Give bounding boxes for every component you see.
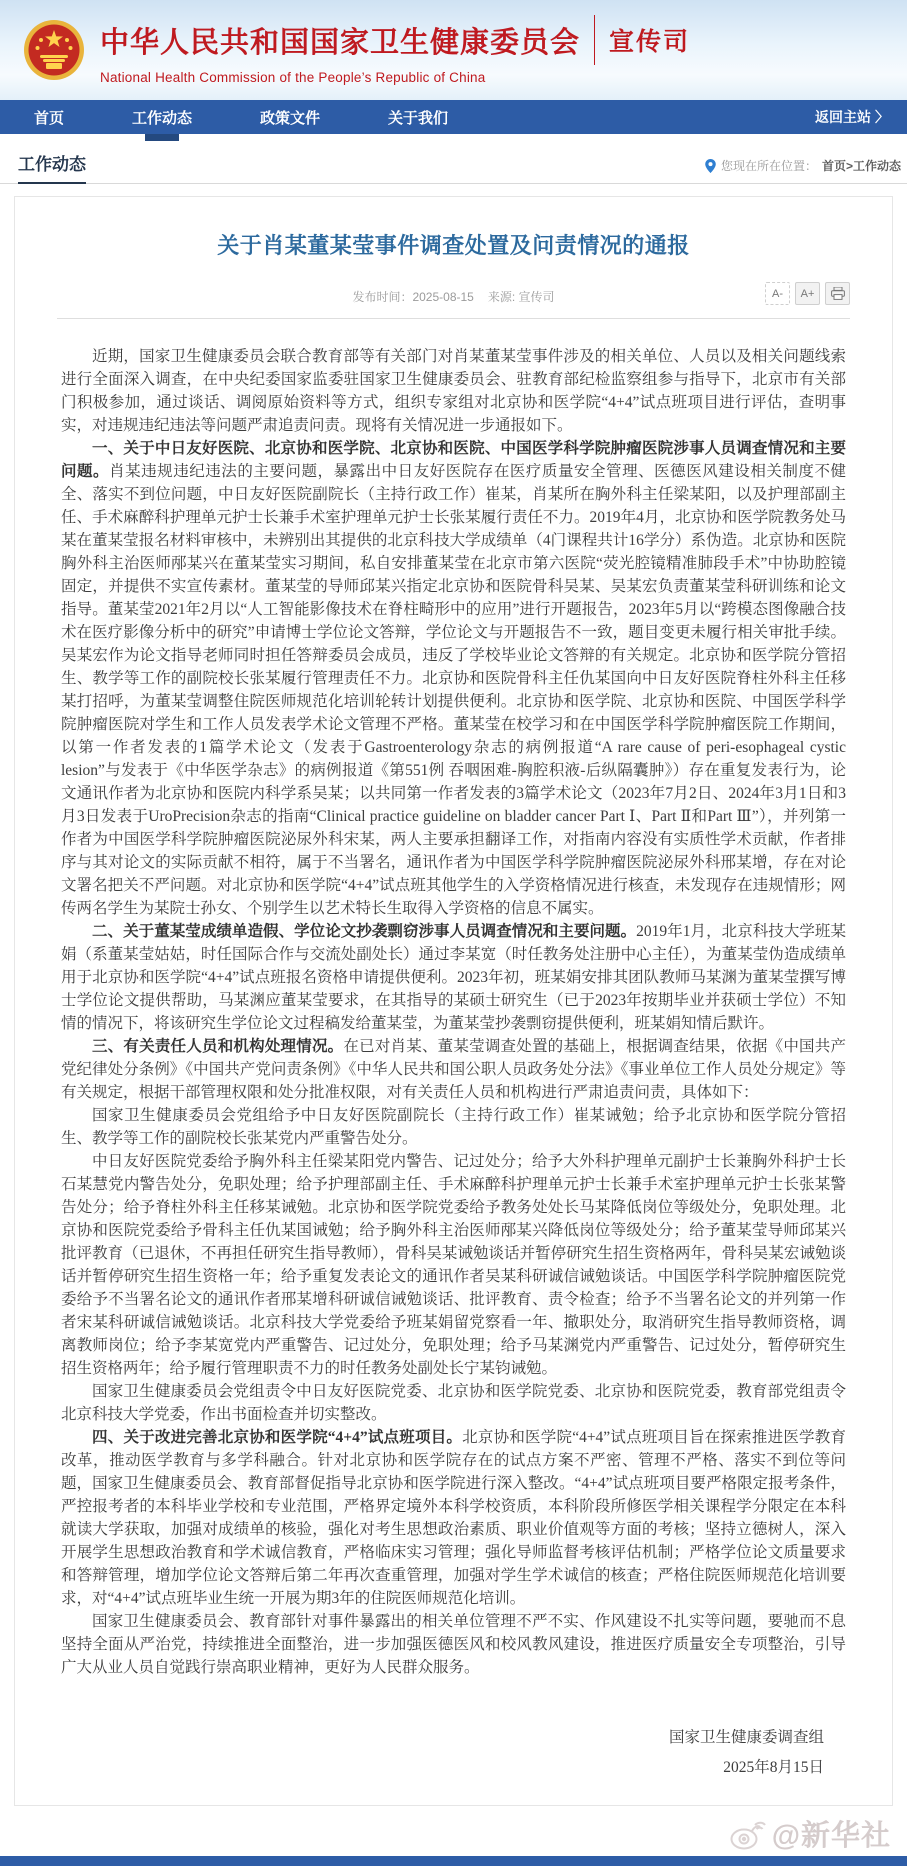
article-meta-row bbox=[57, 282, 850, 308]
footer-strip bbox=[0, 1856, 907, 1866]
nav-item-home[interactable] bbox=[0, 100, 98, 134]
paragraph: 三、有关责任人员和机构处理情况。在已对肖某、董某莹调查处置的基础上，根据调查结果，依据《中国共产党纪律处分条例》《中国共产党问责条例》《中华人民共和国公职人员政务处分法》《事业单位工作人员处分规定》等有关规定，根据干部管理权限和处分批准权限，对有关责任人员和机构进行严肃追责问责，具体如下： bbox=[61, 1038, 846, 1101]
weibo-icon bbox=[730, 1818, 766, 1850]
font-decrease-button[interactable]: A- bbox=[765, 282, 790, 305]
paragraph: 二、关于董某莹成绩单造假、学位论文抄袭剽窃涉事人员调查情况和主要问题。2019年1月，北京科技大学班某娟（系董某莹姑姑，时任国际合作与交流处副处长）通过李某宽（时任教务处注册中心主任），为董某莹伪造成绩单用于北京协和医学院“4+4”试点班报名资格申请提供便利。2023年初，班某娟安排其团队教师马某渊为董某莹撰写博士学位论文提供帮助，马某渊应董某莹要求，在其指导的某硕士研究生（已于2023年按期毕业并获硕士学位）不知情的情况下，将该研究生学位论文过程稿发给董某莹，为董某莹抄袭剽窃提供便利，班某娟知情后默许。 bbox=[61, 923, 846, 1032]
publish-time-label: 发布时间： bbox=[352, 290, 413, 304]
signature-block bbox=[57, 1723, 850, 1783]
paragraph: 国家卫生健康委员会党组责令中日友好医院党委、北京协和医学院党委、北京协和医院党委，教育部党组责令北京科技大学党委，作出书面检查并切实整改。 bbox=[61, 1383, 846, 1423]
font-increase-button[interactable]: A+ bbox=[795, 282, 820, 305]
nav-item-about[interactable] bbox=[354, 100, 482, 134]
source-label: 来源: bbox=[487, 290, 516, 304]
title-divider bbox=[594, 15, 595, 65]
signature-date: 2025年8月15日 bbox=[723, 1759, 824, 1776]
nav-item-work-news[interactable] bbox=[98, 100, 226, 134]
printer-icon bbox=[831, 287, 845, 300]
meta-divider bbox=[57, 318, 850, 319]
section-title: 工作动态 bbox=[18, 150, 86, 184]
article-tools bbox=[765, 282, 850, 305]
article-title: 关于肖某董某莹事件调查处置及问责情况的通报 bbox=[217, 233, 690, 258]
print-button[interactable] bbox=[825, 282, 850, 305]
paragraph: 四、关于改进完善北京协和医学院“4+4”试点班项目。北京协和医学院“4+4”试点班项目旨在探索推进医学教育改革，推动医学教育与多学科融合。针对北京协和医学院存在的试点方案不严密、管理不严格、落实不到位等问题，国家卫生健康委员会、教育部督促指导北京协和医学院进行深入整改。“4+4”试点班项目要严格限定报考条件，严控报考者的本科毕业学校和专业范围，严格界定境外本科学校资质，本科阶段所修医学相关课程学分限定在本科就读大学获取，加强对成绩单的核验，强化对考生思想政治素质、职业价值观等方面的考核；坚持立德树人，深入开展学生思想政治教育和学术诚信教育，严格临床实习管理；强化导师监督考核评估机制；严格学位论文质量要求和答辩管理，增加学位论文答辩后第二年再次查重管理，加强对学生学术诚信的核查；严格住院医师规范化培训要求，对“4+4”试点班毕业生统一开展为期3年的住院医师规范化培训。 bbox=[61, 1429, 846, 1607]
article-meta bbox=[57, 282, 850, 305]
nav-bar bbox=[0, 100, 907, 134]
breadcrumb-prefix: 您现在所在位置： bbox=[720, 159, 817, 173]
article-card bbox=[14, 196, 893, 1806]
return-to-main-site-link[interactable] bbox=[815, 107, 907, 127]
org-name-en: National Health Commission of the People’s Republic of China bbox=[100, 70, 486, 85]
active-tab-marker bbox=[145, 134, 179, 141]
nav-items bbox=[0, 100, 482, 134]
dept-name: 宣传司 bbox=[609, 28, 691, 56]
paragraph: 近期，国家卫生健康委员会联合教育部等有关部门对肖某董某莹事件涉及的相关单位、人员以及相关问题线索进行全面深入调查，在中央纪委国家监委驻国家卫生健康委员会、驻教育部纪检监察组参与指导下，北京市有关部门积极参加，通过谈话、调阅原始资料等方式，组织专家组对北京协和医学院“4+4”试点班项目进行评估，查明事实，对违规违纪违法等问题严肃追责问责。现将有关情况进一步通报如下。 bbox=[61, 348, 846, 434]
nav-item-policy-docs-label: 政策文件 bbox=[260, 109, 321, 127]
paragraph: 一、关于中日友好医院、北京协和医学院、北京协和医院、中国医学科学院肿瘤医院涉事人员调查情况和主要问题。肖某违规违纪违法的主要问题，暴露出中日友好医院存在医疗质量安全管理、医德医风建设相关制度不健全、落实不到位问题，中日友好医院副院长（主持行政工作）崔某，肖某所在胸外科主任梁某阳，以及护理部副主任、手术麻醉科护理单元护士长兼手术室护理单元护士长张某履行责任不力。2019年4月，北京协和医学院教务处马某在董某莹报名材料审核中，未辨别出其提供的北京科技大学成绩单（4门课程共计16学分）系伪造。北京协和医院胸外科主治医师邴某兴在董某莹实习期间，私自安排董某莹在北京市第六医院“荧光腔镜精准肺段手术”中协助腔镜固定，并提供不实宣传素材。董某莹的导师邱某兴指定北京协和医院骨科吴某、吴某宏负责董某莹科研训练和论文指导。董某莹2021年2月以“人工智能影像技术在脊柱畸形中的应用”进行开题报告，2023年5月以“跨模态图像融合技术在医疗影像分析中的研究”申请博士学位论文答辩，学位论文与开题报告不一致，题目变更未履行相关审批手续。吴某宏作为论文指导老师同时担任答辩委员会成员，违反了学校毕业论文答辩的有关规定。北京协和医学院分管招生、教学等工作的副院校长张某履行管理责任不力。北京协和医院骨科主任仇某国向中日友好医院脊柱外科主任移某打招呼，为董某莹调整住院医师规范化培训轮转计划提供便利。北京协和医学院、北京协和医院、中国医学科学院肿瘤医院对学生和工作人员发表学术论文管理不严格。董某莹在校学习和在中国医学科学院肿瘤医院工作期间，以第一作者发表的1篇学术论文（发表于Gastroenterology杂志的病例报道“A rare cause of peri-esophageal cystic lesion”与发表于《中华医学杂志》的病例报道《第551例 吞咽困难-胸腔积液-后纵隔囊肿》）存在重复发表行为，论文通讯作者为北京协和医院内科学系吴某；以共同第一作者发表的3篇学术论文（2023年7月2日、2024年3月1日和3月3日发表于UroPrecision杂志的指南“Clinical practice guideline on bladder cancer Part Ⅰ、Part Ⅱ和Part Ⅲ”），并列第一作者为中国医学科学院肿瘤医院泌尿外科宋某，两人主要承担翻译工作，对指南内容没有实质性学术贡献，作者排序与其对论文的实际贡献不相符，属于不当署名，通讯作者为中国医学科学院肿瘤医院泌尿外科邢某增，存在对论文署名把关不严问题。对北京协和医学院“4+4”试点班其他学生的入学资格情况进行核查，未发现存在违规情形；网传两名学生为某院士孙女、个别学生以艺术特长生取得入学资格的信息不属实。 bbox=[61, 440, 846, 917]
site-header bbox=[0, 0, 907, 100]
article-body bbox=[57, 345, 850, 1679]
breadcrumb bbox=[705, 157, 901, 183]
chevron-right-icon: 〉 bbox=[875, 109, 889, 125]
nav-item-work-news-label: 工作动态 bbox=[132, 109, 193, 127]
source-value: 宣传司 bbox=[518, 290, 555, 304]
nav-item-policy-docs[interactable] bbox=[226, 100, 354, 134]
org-name-cn: 中华人民共和国国家卫生健康委员会 bbox=[100, 26, 581, 59]
location-pin-icon bbox=[705, 159, 716, 173]
breadcrumb-row bbox=[0, 150, 907, 184]
paragraph: 国家卫生健康委员会党组给予中日友好医院副院长（主持行政工作）崔某诫勉；给予北京协和医学院分管招生、教学等工作的副院校长张某党内严重警告处分。 bbox=[61, 1107, 846, 1147]
nav-item-about-label: 关于我们 bbox=[388, 109, 449, 127]
nav-item-home-label: 首页 bbox=[34, 109, 65, 127]
paragraph: 国家卫生健康委员会、教育部针对事件暴露出的相关单位管理不严不实、作风建设不扎实等问题，要驰而不息坚持全面从严治党，持续推进全面整治，进一步加强医德医风和校风教风建设，推进医疗质量安全专项整治，引导广大从业人员自觉践行崇高职业精神，更好为人民群众服务。 bbox=[61, 1613, 846, 1676]
watermark bbox=[730, 1813, 891, 1854]
publish-date: 2025-08-15 bbox=[412, 290, 474, 304]
national-emblem-icon bbox=[22, 18, 86, 82]
return-to-main-site-label: 返回主站 bbox=[815, 109, 871, 125]
signature-org: 国家卫生健康委调查组 bbox=[668, 1729, 824, 1746]
watermark-text: @新华社 bbox=[771, 1820, 891, 1852]
breadcrumb-path[interactable]: 首页>工作动态 bbox=[821, 159, 901, 173]
paragraph: 中日友好医院党委给予胸外科主任梁某阳党内警告、记过处分；给予大外科护理单元副护士长兼胸外科护士长石某慧党内警告处分，免职处理；给予护理部副主任、手术麻醉科护理单元护士长兼手术室护理单元护士长张某警告处分；给予脊柱外科主任移某诫勉。北京协和医学院党委给予教务处处长马某降低岗位等级处分，免职处理。北京协和医院党委给予骨科主任仇某国诫勉；给予胸外科主治医师邴某兴降低岗位等级处分；给予董某莹导师邱某兴批评教育（已退休，不再担任研究生指导教师），骨科吴某诫勉谈话并暂停研究生招生资格两年，骨科吴某宏诫勉谈话并暂停研究生招生资格一年；给予重复发表论文的通讯作者吴某科研诚信诫勉谈话。中国医学科学院肿瘤医院党委给予不当署名论文的通讯作者邢某增科研诚信诫勉谈话、批评教育、责令检查；给予不当署名论文的并列第一作者宋某科研诚信诫勉谈话。北京科技大学党委给予班某娟留党察看一年、撤职处分，取消研究生指导教师资格，调离教师岗位；给予李某宽党内严重警告、记过处分，免职处理；给予马某渊党内严重警告、记过处分，暂停研究生招生资格两年；给予履行管理职责不力的时任教务处副处长宁某钧诫勉。 bbox=[61, 1153, 846, 1377]
